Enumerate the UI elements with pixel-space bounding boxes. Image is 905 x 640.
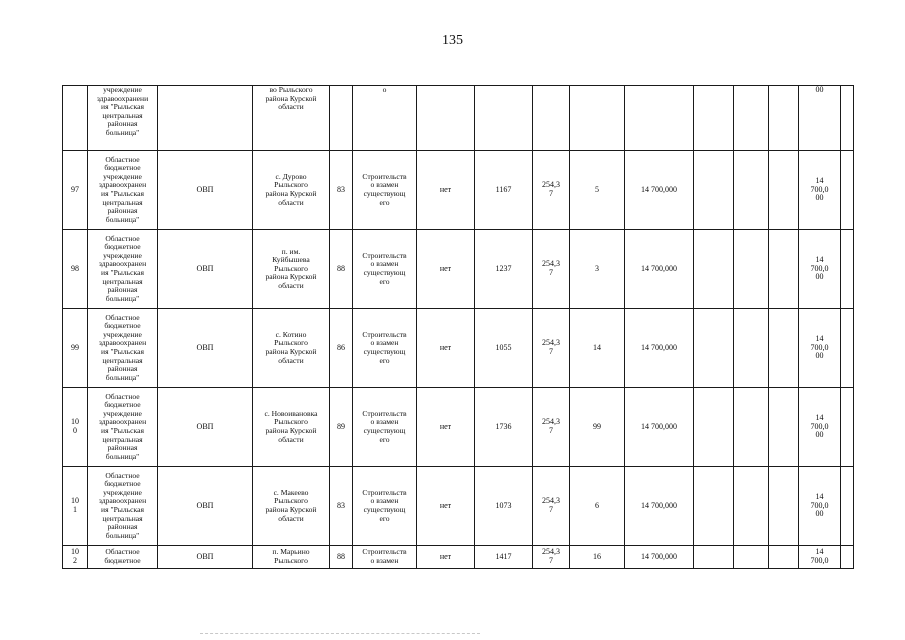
- table-row: [63, 546, 854, 569]
- empty-cell: [769, 388, 799, 467]
- location-cell: с. Котино Рыльского района Курской области: [253, 309, 330, 388]
- row-number-cell: 99: [63, 309, 88, 388]
- facility-type-cell: ОВП: [158, 546, 253, 569]
- empty-cell: [694, 230, 734, 309]
- facility-type-cell: [158, 86, 253, 151]
- location-cell: с. Новоивановка Рыльского района Курской области: [253, 388, 330, 467]
- need-cell: [417, 86, 475, 151]
- years-cell: 5: [570, 151, 625, 230]
- total-cost-cell: [625, 86, 694, 151]
- unit-cost-cell: 254,3 7: [533, 546, 570, 569]
- organization-cell: учреждение здравоохранени ия "Рыльская центральная районная больница": [88, 86, 158, 151]
- total-cost-cell: 14 700,000: [625, 230, 694, 309]
- empty-cell: [694, 86, 734, 151]
- organization-cell: Областное бюджетное учреждение здравоохранен ия "Рыльская центральная районная больница": [88, 151, 158, 230]
- code-cell: 89: [330, 388, 353, 467]
- table-row: [63, 86, 854, 151]
- empty-cell: [734, 546, 769, 569]
- amount-cell: 14 700,0 00: [799, 230, 841, 309]
- table-row: [63, 151, 854, 230]
- row-number-cell: [63, 86, 88, 151]
- row-number-cell: 10 0: [63, 388, 88, 467]
- unit-cost-cell: 254,3 7: [533, 388, 570, 467]
- table-row: [63, 230, 854, 309]
- amount-cell: 14 700,0: [799, 546, 841, 569]
- area-cell: 1073: [475, 467, 533, 546]
- work-type-cell: Строительств о взамен существующ его: [353, 230, 417, 309]
- table-row: [63, 309, 854, 388]
- empty-cell: [734, 230, 769, 309]
- area-cell: 1736: [475, 388, 533, 467]
- unit-cost-cell: 254,3 7: [533, 230, 570, 309]
- empty-cell: [734, 467, 769, 546]
- need-cell: нет: [417, 230, 475, 309]
- facility-type-cell: ОВП: [158, 309, 253, 388]
- facility-type-cell: ОВП: [158, 151, 253, 230]
- need-cell: нет: [417, 151, 475, 230]
- empty-cell: [734, 309, 769, 388]
- need-cell: нет: [417, 546, 475, 569]
- empty-cell: [841, 467, 854, 546]
- organization-cell: Областное бюджетное учреждение здравоохранен ия "Рыльская центральная районная больница": [88, 309, 158, 388]
- empty-cell: [769, 467, 799, 546]
- organization-cell: Областное бюджетное учреждение здравоохранен ия "Рыльская центральная районная больница": [88, 388, 158, 467]
- empty-cell: [769, 230, 799, 309]
- need-cell: нет: [417, 388, 475, 467]
- document-table: [62, 85, 854, 569]
- work-type-cell: о: [353, 86, 417, 151]
- empty-cell: [841, 86, 854, 151]
- empty-cell: [694, 388, 734, 467]
- code-cell: [330, 86, 353, 151]
- years-cell: [570, 86, 625, 151]
- facility-type-cell: ОВП: [158, 388, 253, 467]
- table-row: [63, 467, 854, 546]
- empty-cell: [769, 546, 799, 569]
- empty-cell: [841, 309, 854, 388]
- amount-cell: 00: [799, 86, 841, 151]
- empty-cell: [769, 309, 799, 388]
- amount-cell: 14 700,0 00: [799, 467, 841, 546]
- empty-cell: [841, 230, 854, 309]
- row-number-cell: 98: [63, 230, 88, 309]
- need-cell: нет: [417, 467, 475, 546]
- table-body: [63, 86, 854, 569]
- page-number: 135: [442, 33, 463, 48]
- code-cell: 83: [330, 467, 353, 546]
- empty-cell: [841, 151, 854, 230]
- organization-cell: Областное бюджетное учреждение здравоохранен ия "Рыльская центральная районная больница": [88, 467, 158, 546]
- empty-cell: [694, 309, 734, 388]
- amount-cell: 14 700,0 00: [799, 151, 841, 230]
- empty-cell: [841, 388, 854, 467]
- row-number-cell: 97: [63, 151, 88, 230]
- area-cell: 1417: [475, 546, 533, 569]
- total-cost-cell: 14 700,000: [625, 546, 694, 569]
- code-cell: 86: [330, 309, 353, 388]
- organization-cell: Областное бюджетное: [88, 546, 158, 569]
- area-cell: 1055: [475, 309, 533, 388]
- code-cell: 83: [330, 151, 353, 230]
- empty-cell: [734, 151, 769, 230]
- area-cell: [475, 86, 533, 151]
- empty-cell: [734, 388, 769, 467]
- empty-cell: [694, 151, 734, 230]
- unit-cost-cell: 254,3 7: [533, 151, 570, 230]
- need-cell: нет: [417, 309, 475, 388]
- empty-cell: [841, 546, 854, 569]
- row-number-cell: 10 1: [63, 467, 88, 546]
- work-type-cell: Строительств о взамен существующ его: [353, 151, 417, 230]
- years-cell: 16: [570, 546, 625, 569]
- unit-cost-cell: [533, 86, 570, 151]
- code-cell: 88: [330, 230, 353, 309]
- location-cell: п. им. Куйбышева Рыльского района Курской области: [253, 230, 330, 309]
- facility-type-cell: ОВП: [158, 230, 253, 309]
- total-cost-cell: 14 700,000: [625, 467, 694, 546]
- row-number-cell: 10 2: [63, 546, 88, 569]
- empty-cell: [694, 467, 734, 546]
- unit-cost-cell: 254,3 7: [533, 467, 570, 546]
- total-cost-cell: 14 700,000: [625, 151, 694, 230]
- empty-cell: [769, 151, 799, 230]
- work-type-cell: Строительств о взамен существующ его: [353, 467, 417, 546]
- empty-cell: [694, 546, 734, 569]
- total-cost-cell: 14 700,000: [625, 309, 694, 388]
- location-cell: с. Дурово Рыльского района Курской области: [253, 151, 330, 230]
- total-cost-cell: 14 700,000: [625, 388, 694, 467]
- location-cell: с. Макеево Рыльского района Курской области: [253, 467, 330, 546]
- location-cell: п. Марьино Рыльского: [253, 546, 330, 569]
- amount-cell: 14 700,0 00: [799, 388, 841, 467]
- empty-cell: [734, 86, 769, 151]
- code-cell: 88: [330, 546, 353, 569]
- facility-type-cell: ОВП: [158, 467, 253, 546]
- years-cell: 3: [570, 230, 625, 309]
- amount-cell: 14 700,0 00: [799, 309, 841, 388]
- years-cell: 6: [570, 467, 625, 546]
- work-type-cell: Строительств о взамен существующ его: [353, 388, 417, 467]
- years-cell: 99: [570, 388, 625, 467]
- bottom-rule: [200, 633, 480, 634]
- organization-cell: Областное бюджетное учреждение здравоохранен ия "Рыльская центральная районная больница": [88, 230, 158, 309]
- location-cell: во Рыльского района Курской области: [253, 86, 330, 151]
- area-cell: 1167: [475, 151, 533, 230]
- years-cell: 14: [570, 309, 625, 388]
- table-row: [63, 388, 854, 467]
- work-type-cell: Строительств о взамен: [353, 546, 417, 569]
- area-cell: 1237: [475, 230, 533, 309]
- empty-cell: [769, 86, 799, 151]
- work-type-cell: Строительств о взамен существующ его: [353, 309, 417, 388]
- unit-cost-cell: 254,3 7: [533, 309, 570, 388]
